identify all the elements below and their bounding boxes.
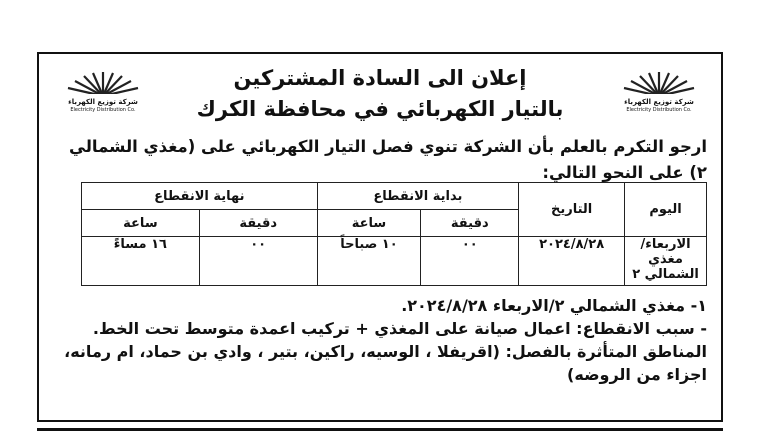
notes-section (47, 294, 707, 386)
logo-arabic-name: شركة توزيع الكهرباء (624, 98, 694, 106)
cell-start-minute: ٠٠ (421, 237, 519, 286)
cell-start-hour: ١٠ صباحاً (317, 237, 421, 286)
logo-english-name: Electricity Distribution Co. (70, 107, 136, 113)
header-date: التاريخ (519, 183, 625, 237)
outage-schedule-table (81, 182, 707, 286)
header-outage-end: نهاية الانقطاع (82, 183, 318, 210)
note-feeder-date: ١- مغذي الشمالي ٢/الاربعاء ٢٠٢٤/٨/٢٨. (401, 296, 707, 315)
cell-day: الاربعاء/ مغذي الشمالي ٢ (625, 237, 707, 286)
header-start-minute: دقيقة (421, 210, 519, 237)
next-announcement-border (37, 428, 723, 441)
announcement-title: إعلان الى السادة المشتركين (233, 66, 527, 90)
note-affected-areas: المناطق المتأثرة بالفصل: (اقريفلا ، الوسيه، راكين، بتير ، وادي بن حماد، ام رمانه، اجزاء من الروضه) (64, 342, 707, 384)
cell-end-hour: ١٦ مساءً (82, 237, 200, 286)
header-end-hour: ساعة (82, 210, 200, 237)
header-start-hour: ساعة (317, 210, 421, 237)
logo-english-name: Electricity Distribution Co. (626, 107, 692, 113)
announcement-box (37, 52, 723, 422)
announcement-subtitle: بالتيار الكهربائي في محافظة الكرك (196, 97, 564, 121)
logo-arabic-name: شركة توزيع الكهرباء (68, 98, 138, 106)
table-row (82, 237, 707, 286)
cell-date: ٢٠٢٤/٨/٢٨ (519, 237, 625, 286)
intro-paragraph: ارجو التكرم بالعلم بأن الشركة تنوي فصل التيار الكهربائي على (مغذي الشمالي ٢) على النحو التالي: (69, 137, 707, 182)
header-end-minute: دقيقة (199, 210, 317, 237)
cell-end-minute: ٠٠ (199, 237, 317, 286)
header-day: اليوم (625, 183, 707, 237)
note-outage-reason: - سبب الانقطاع: اعمال صيانة على المغذي + تركيب اعمدة متوسط تحت الخط. (92, 319, 707, 338)
header-outage-start: بداية الانقطاع (317, 183, 519, 210)
